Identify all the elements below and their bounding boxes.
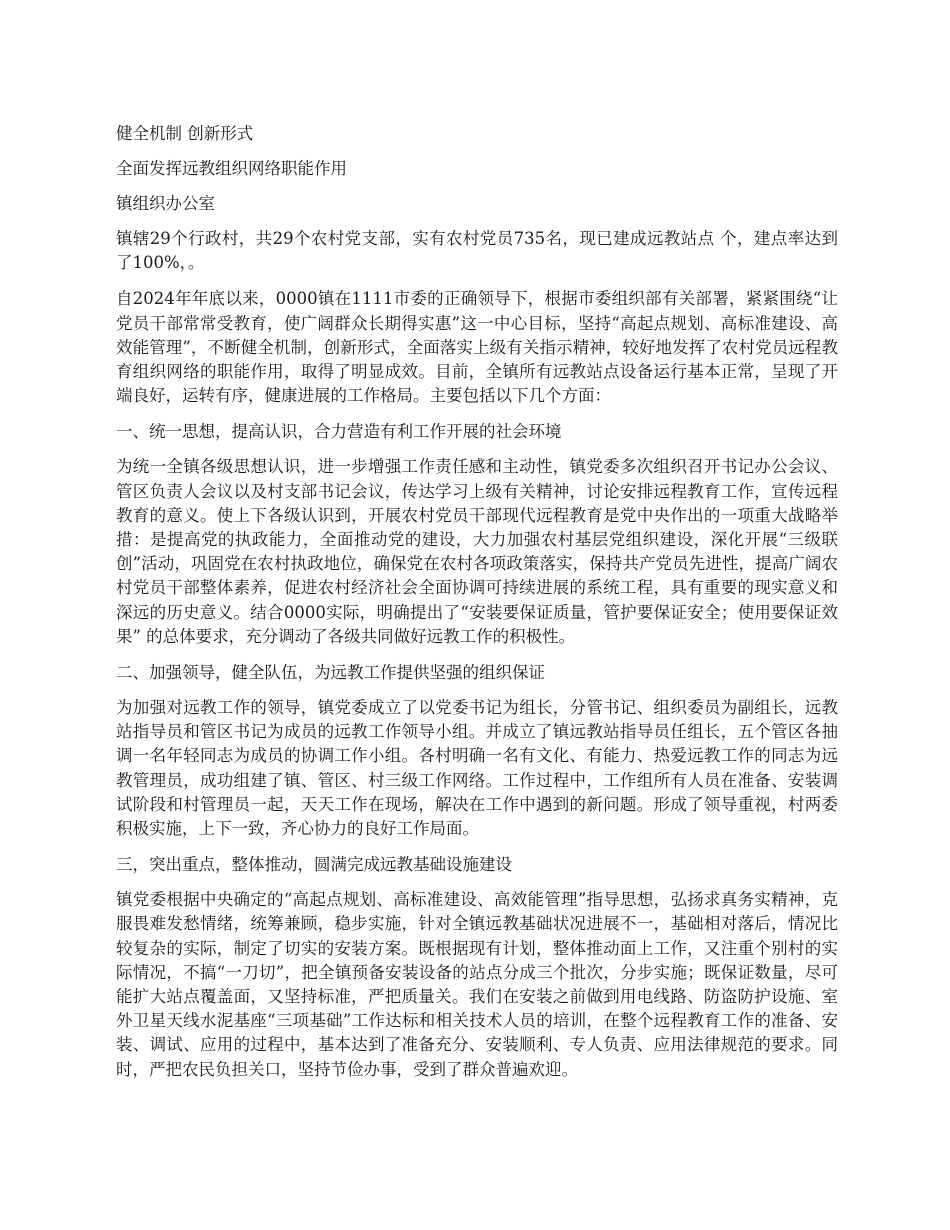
section-1-body: 为统一全镇各级思想认识，进一步增强工作责任感和主动性，镇党委多次组织召开书记办公会议、管区负责人会议以及村支部书记会议，传达学习上级有关精神，讨论安排远程教育工作，宣传远程教育的意义。使上下各级认识到，开展农村党员干部现代远程教育是党中央作出的一项重大战略举措：是提高党的执政能力，全面推动党的建设，大力加强农村基层党组织建设，深化开展“三级联创”活动，巩固党在农村执政地位，确保党在农村各项政策落实，保持共产党员先进性，提高广阔农村党员干部整体素养，促进农村经济社会全面协调可持续进展的系统工程，具有重要的现实意义和深远的历史意义。结合0000实际，明确提出了“安装要保证质量，管护要保证安全；使用要保证效果” 的总体要求，充分调动了各级共同做好远教工作的积极性。 (116, 457, 838, 646)
document-page (116, 122, 838, 1094)
overview-paragraph: 自2024年年底以来，0000镇在1111市委的正确领导下，根据市委组织部有关部署，紧紧围绕“让党员干部常常受教育，使广阔群众长期得实惠”这一中心目标，坚持“高起点规划、高标准建设、高效能管理”，不断健全机制，创新形式，全面落实上级有关指示精神，较好地发挥了农村党员远程教育组织网络的职能作用，取得了明显成效。目前，全镇所有远教站点设备运行基本正常，呈现了开端良好，运转有序，健康进展的工作格局。主要包括以下几个方面： (116, 289, 838, 406)
section-2-heading: 二、加强领导，健全队伍，为远教工作提供坚强的组织保证 (116, 663, 545, 683)
document-subtitle: 全面发挥远教组织网络职能作用 (116, 159, 347, 178)
section-3-body: 镇党委根据中央确定的“高起点规划、高标准建设、高效能管理”指导思想，弘扬求真务实精神，克服畏难发愁情绪，统筹兼顾，稳步实施，针对全镇远教基础状况进展不一，基础相对落后，情况比较复杂的实际，制定了切实的安装方案。既根据现有计划，整体推动面上工作，又注重个别村的实际情况，不搞“一刀切”，把全镇预备安装设备的站点分成三个批次，分步实施；既保证数量，尽可能扩大站点覆盖面，又坚持标准，严把质量关。我们在安装之前做到用电线路、防盗防护设施、室外卫星天线水泥基座“三项基础”工作达标和相关技术人员的培训，在整个远程教育工作的准备、安装、调试、应用的过程中，基本达到了准备充分、安装顺利、专人负责、应用法律规范的要求。同时，严把农民负担关口，坚持节俭办事，受到了群众普遍欢迎。 (116, 890, 838, 1079)
document-title: 健全机制 创新形式 (116, 124, 254, 143)
section-3-heading: 三，突出重点，整体推动，圆满完成远教基础设施建设 (116, 855, 512, 875)
section-2-body: 为加强对远教工作的领导，镇党委成立了以党委书记为组长，分管书记、组织委员为副组长，远教站指导员和管区书记为成员的远教工作领导小组。并成立了镇远教站指导员任组长，五个管区各抽调一名年轻同志为成员的协调工作小组。各村明确一名有文化、有能力、热爱远教工作的同志为远教管理员，成功组建了镇、管区、村三级工作网络。工作过程中，工作组所有人员在准备、安装调试阶段和村管理员一起，天天工作在现场，解决在工作中遇到的新问题。形成了领导重视，村两委积极实施，上下一致，齐心协力的良好工作局面。 (116, 698, 838, 839)
section-1-heading: 一、统一思想，提高认识，合力营造有利工作开展的社会环境 (116, 422, 562, 442)
document-author: 镇组织办公室 (116, 194, 215, 213)
intro-paragraph: 镇辖29个行政村，共29个农村党支部，实有农村党员735名，现已建成远教站点 个，建点率达到了100%，。 (116, 229, 838, 273)
